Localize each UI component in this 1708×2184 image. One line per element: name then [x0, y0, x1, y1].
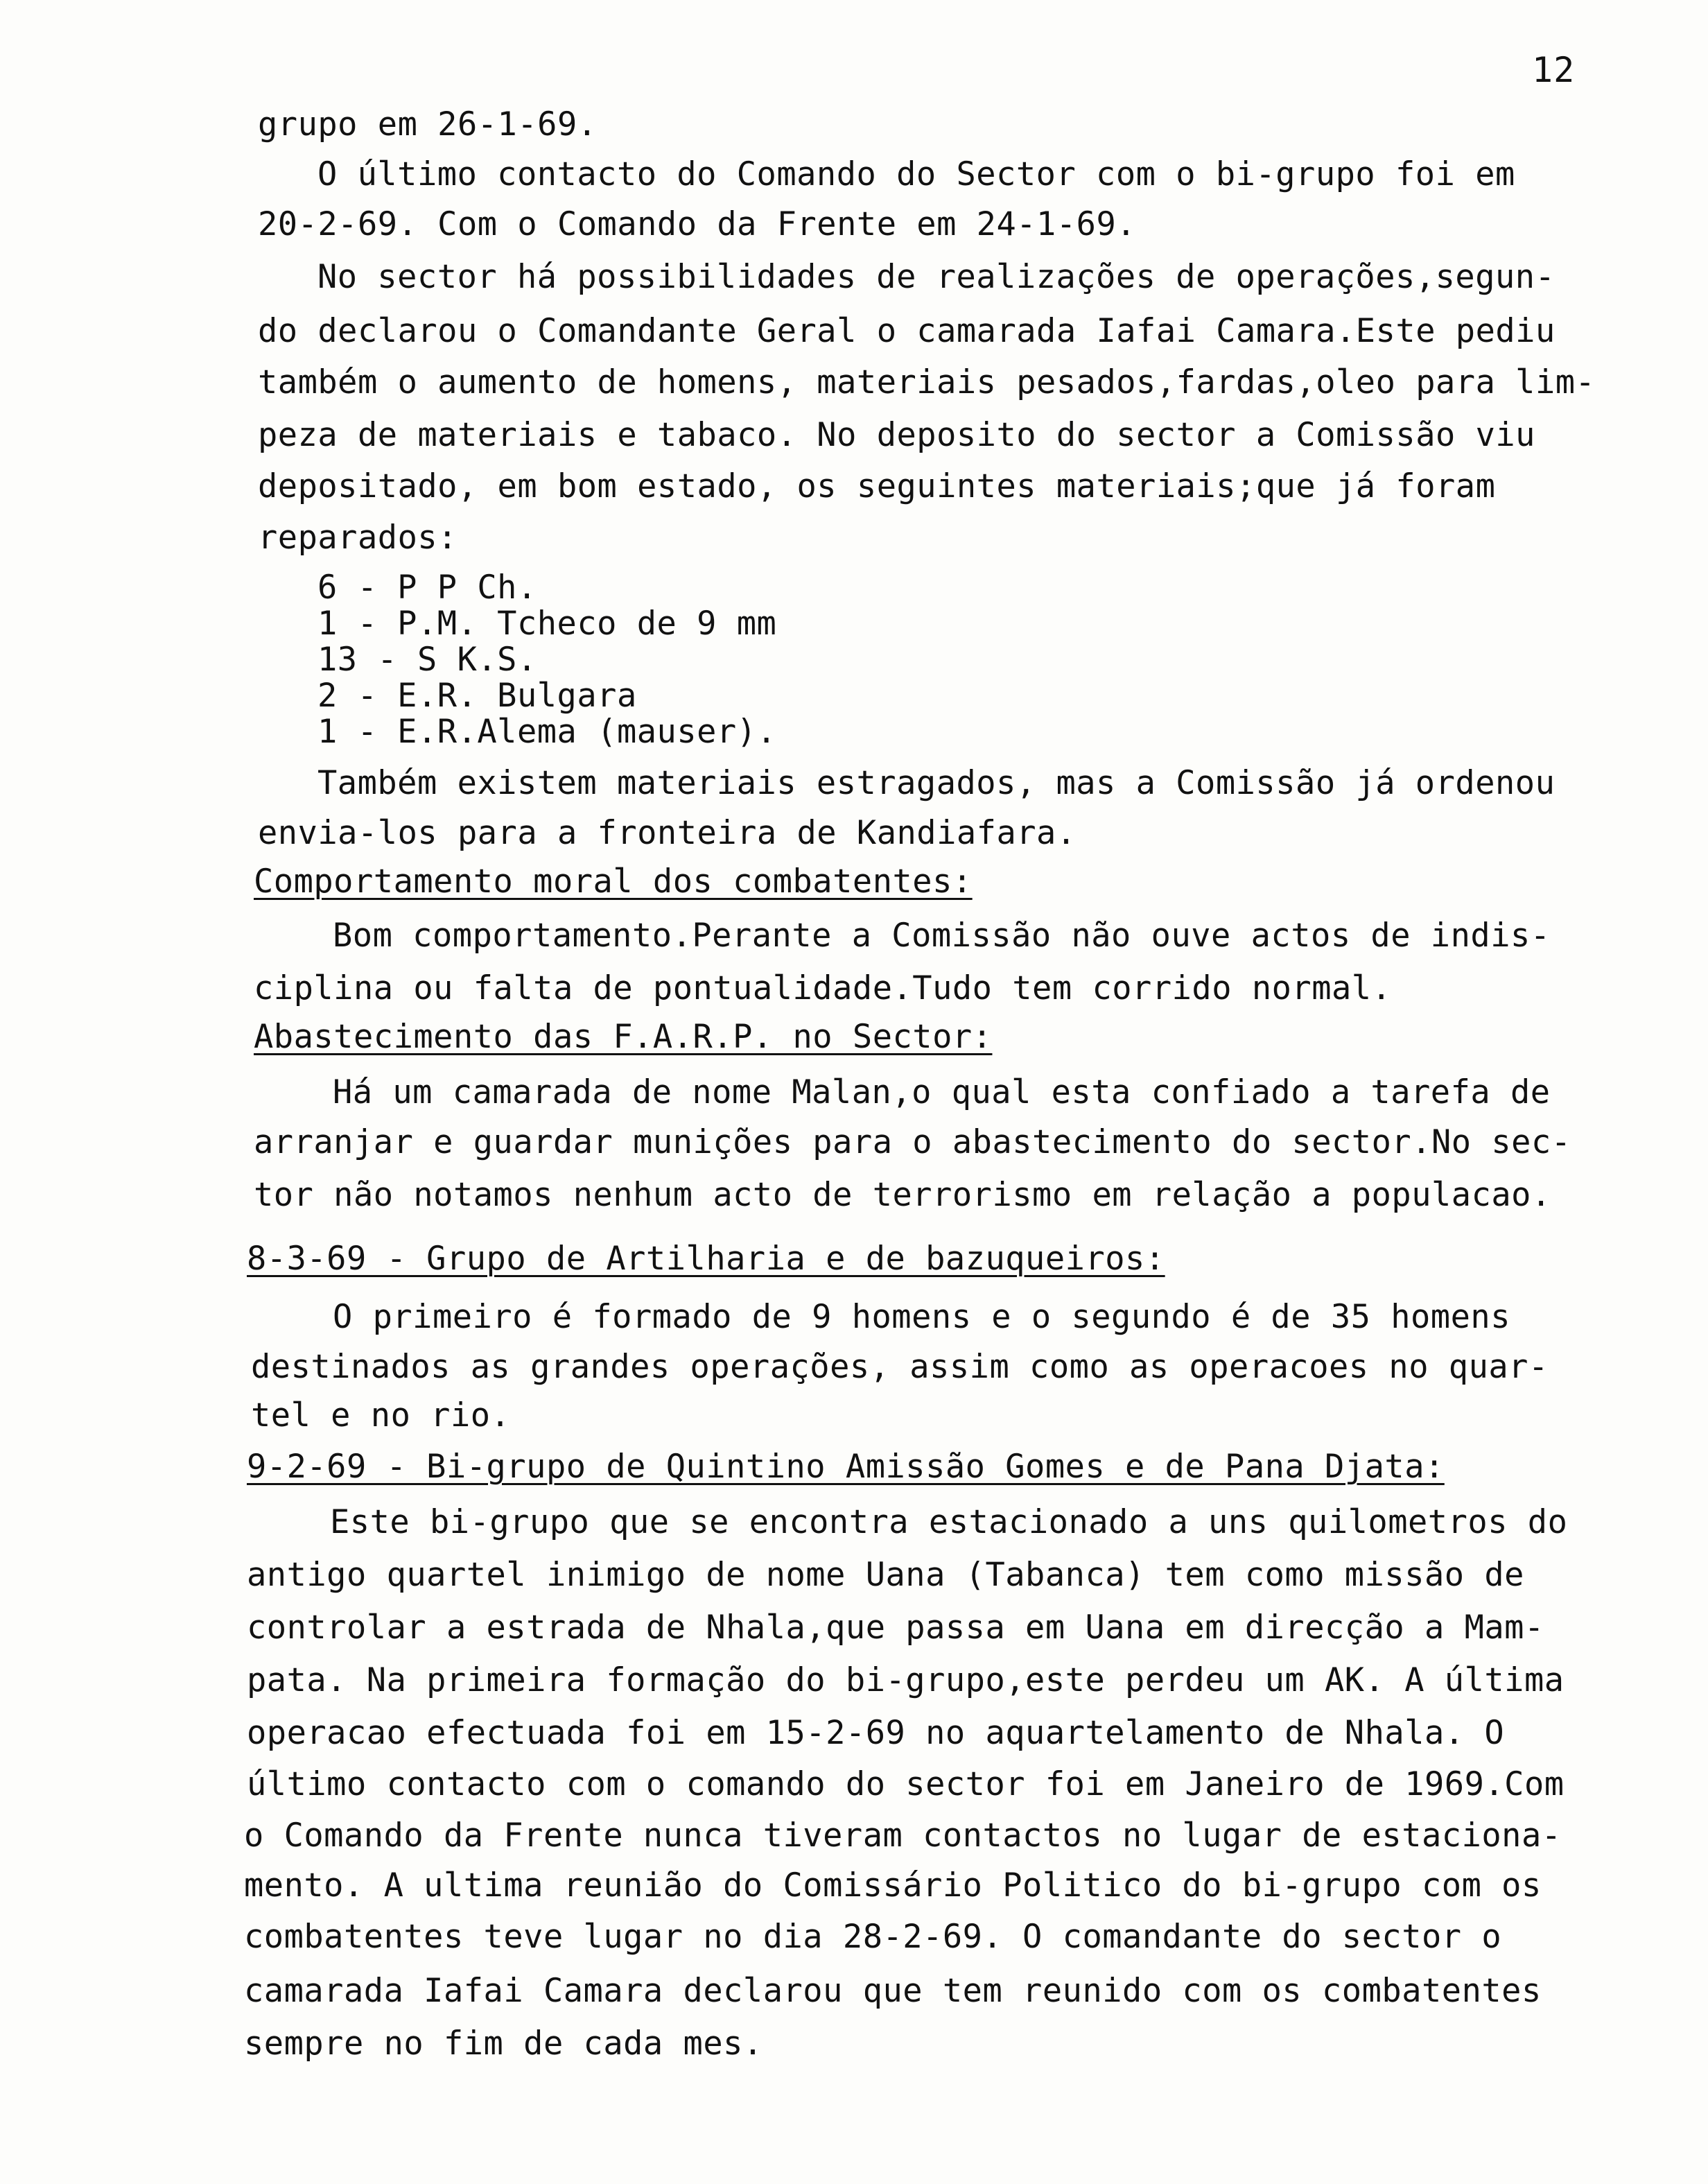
text-line: o Comando da Frente nunca tiveram contactos no lugar de estaciona-	[244, 1817, 1562, 1855]
text-line: ciplina ou falta de pontualidade.Tudo tem corrido normal.	[254, 969, 1392, 1007]
section-heading-grupo-artilharia: 8-3-69 - Grupo de Artilharia e de bazuqueiros:	[247, 1240, 1165, 1278]
text-line: mento. A ultima reunião do Comissário Politico do bi-grupo com os	[244, 1866, 1542, 1905]
text-line: destinados as grandes operações, assim como as operacoes no quar-	[251, 1348, 1549, 1386]
text-line: Este bi-grupo que se encontra estacionado a uns quilometros do	[330, 1503, 1568, 1541]
materials-list-item: 6 - P P Ch.	[317, 569, 537, 607]
materials-list-item: 2 - E.R. Bulgara	[317, 677, 637, 715]
materials-list-item: 1 - P.M. Tcheco de 9 mm	[317, 605, 777, 643]
section-heading-comportamento: Comportamento moral dos combatentes:	[254, 863, 973, 901]
text-line: O primeiro é formado de 9 homens e o segundo é de 35 homens	[333, 1298, 1510, 1336]
text-line: No sector há possibilidades de realizações de operações,segun-	[317, 258, 1556, 296]
text-line: tor não notamos nenhum acto de terrorismo em relação a populacao.	[254, 1176, 1551, 1214]
text-line: controlar a estrada de Nhala,que passa em Uana em direcção a Mam-	[247, 1609, 1544, 1647]
text-line: antigo quartel inimigo de nome Uana (Tabanca) tem como missão de	[247, 1556, 1524, 1594]
text-line: envia-los para a fronteira de Kandiafara.	[258, 814, 1077, 852]
text-line: peza de materiais e tabaco. No deposito do sector a Comissão viu	[258, 416, 1535, 454]
text-line: Também existem materiais estragados, mas a Comissão já ordenou	[317, 764, 1556, 802]
text-line: 20-2-69. Com o Comando da Frente em 24-1-69.	[258, 205, 1137, 243]
text-line: O último contacto do Comando do Sector com o bi-grupo foi em	[317, 155, 1515, 193]
text-line: do declarou o Comandante Geral o camarada Iafai Camara.Este pediu	[258, 312, 1556, 350]
text-line: sempre no fim de cada mes.	[244, 2025, 763, 2063]
section-heading-bi-grupo: 9-2-69 - Bi-grupo de Quintino Amissão Gomes e de Pana Djata:	[247, 1448, 1445, 1486]
text-line: operacao efectuada foi em 15-2-69 no aquartelamento de Nhala. O	[247, 1714, 1505, 1752]
text-line: tel e no rio.	[251, 1396, 511, 1435]
materials-list-item: 1 - E.R.Alema (mauser).	[317, 713, 777, 751]
text-line: último contacto com o comando do sector foi em Janeiro de 1969.Com	[247, 1765, 1565, 1803]
page-number: 12	[1532, 50, 1576, 90]
text-line: Bom comportamento.Perante a Comissão não ouve actos de indis-	[333, 917, 1551, 955]
text-line: pata. Na primeira formação do bi-grupo,este perdeu um AK. A última	[247, 1661, 1565, 1699]
text-line: combatentes teve lugar no dia 28-2-69. O comandante do sector o	[244, 1918, 1502, 1956]
text-line: camarada Iafai Camara declarou que tem reunido com os combatentes	[244, 1972, 1542, 2010]
text-line: também o aumento de homens, materiais pesados,fardas,oleo para lim-	[258, 363, 1596, 401]
text-line: Há um camarada de nome Malan,o qual esta confiado a tarefa de	[333, 1073, 1551, 1111]
text-line: grupo em 26-1-69.	[258, 105, 598, 144]
materials-list-item: 13 - S K.S.	[317, 641, 537, 679]
text-line: arranjar e guardar munições para o abastecimento do sector.No sec-	[254, 1123, 1571, 1161]
text-line: reparados:	[258, 519, 458, 557]
section-heading-abastecimento: Abastecimento das F.A.R.P. no Sector:	[254, 1018, 993, 1056]
text-line: depositado, em bom estado, os seguintes materiais;que já foram	[258, 467, 1496, 505]
